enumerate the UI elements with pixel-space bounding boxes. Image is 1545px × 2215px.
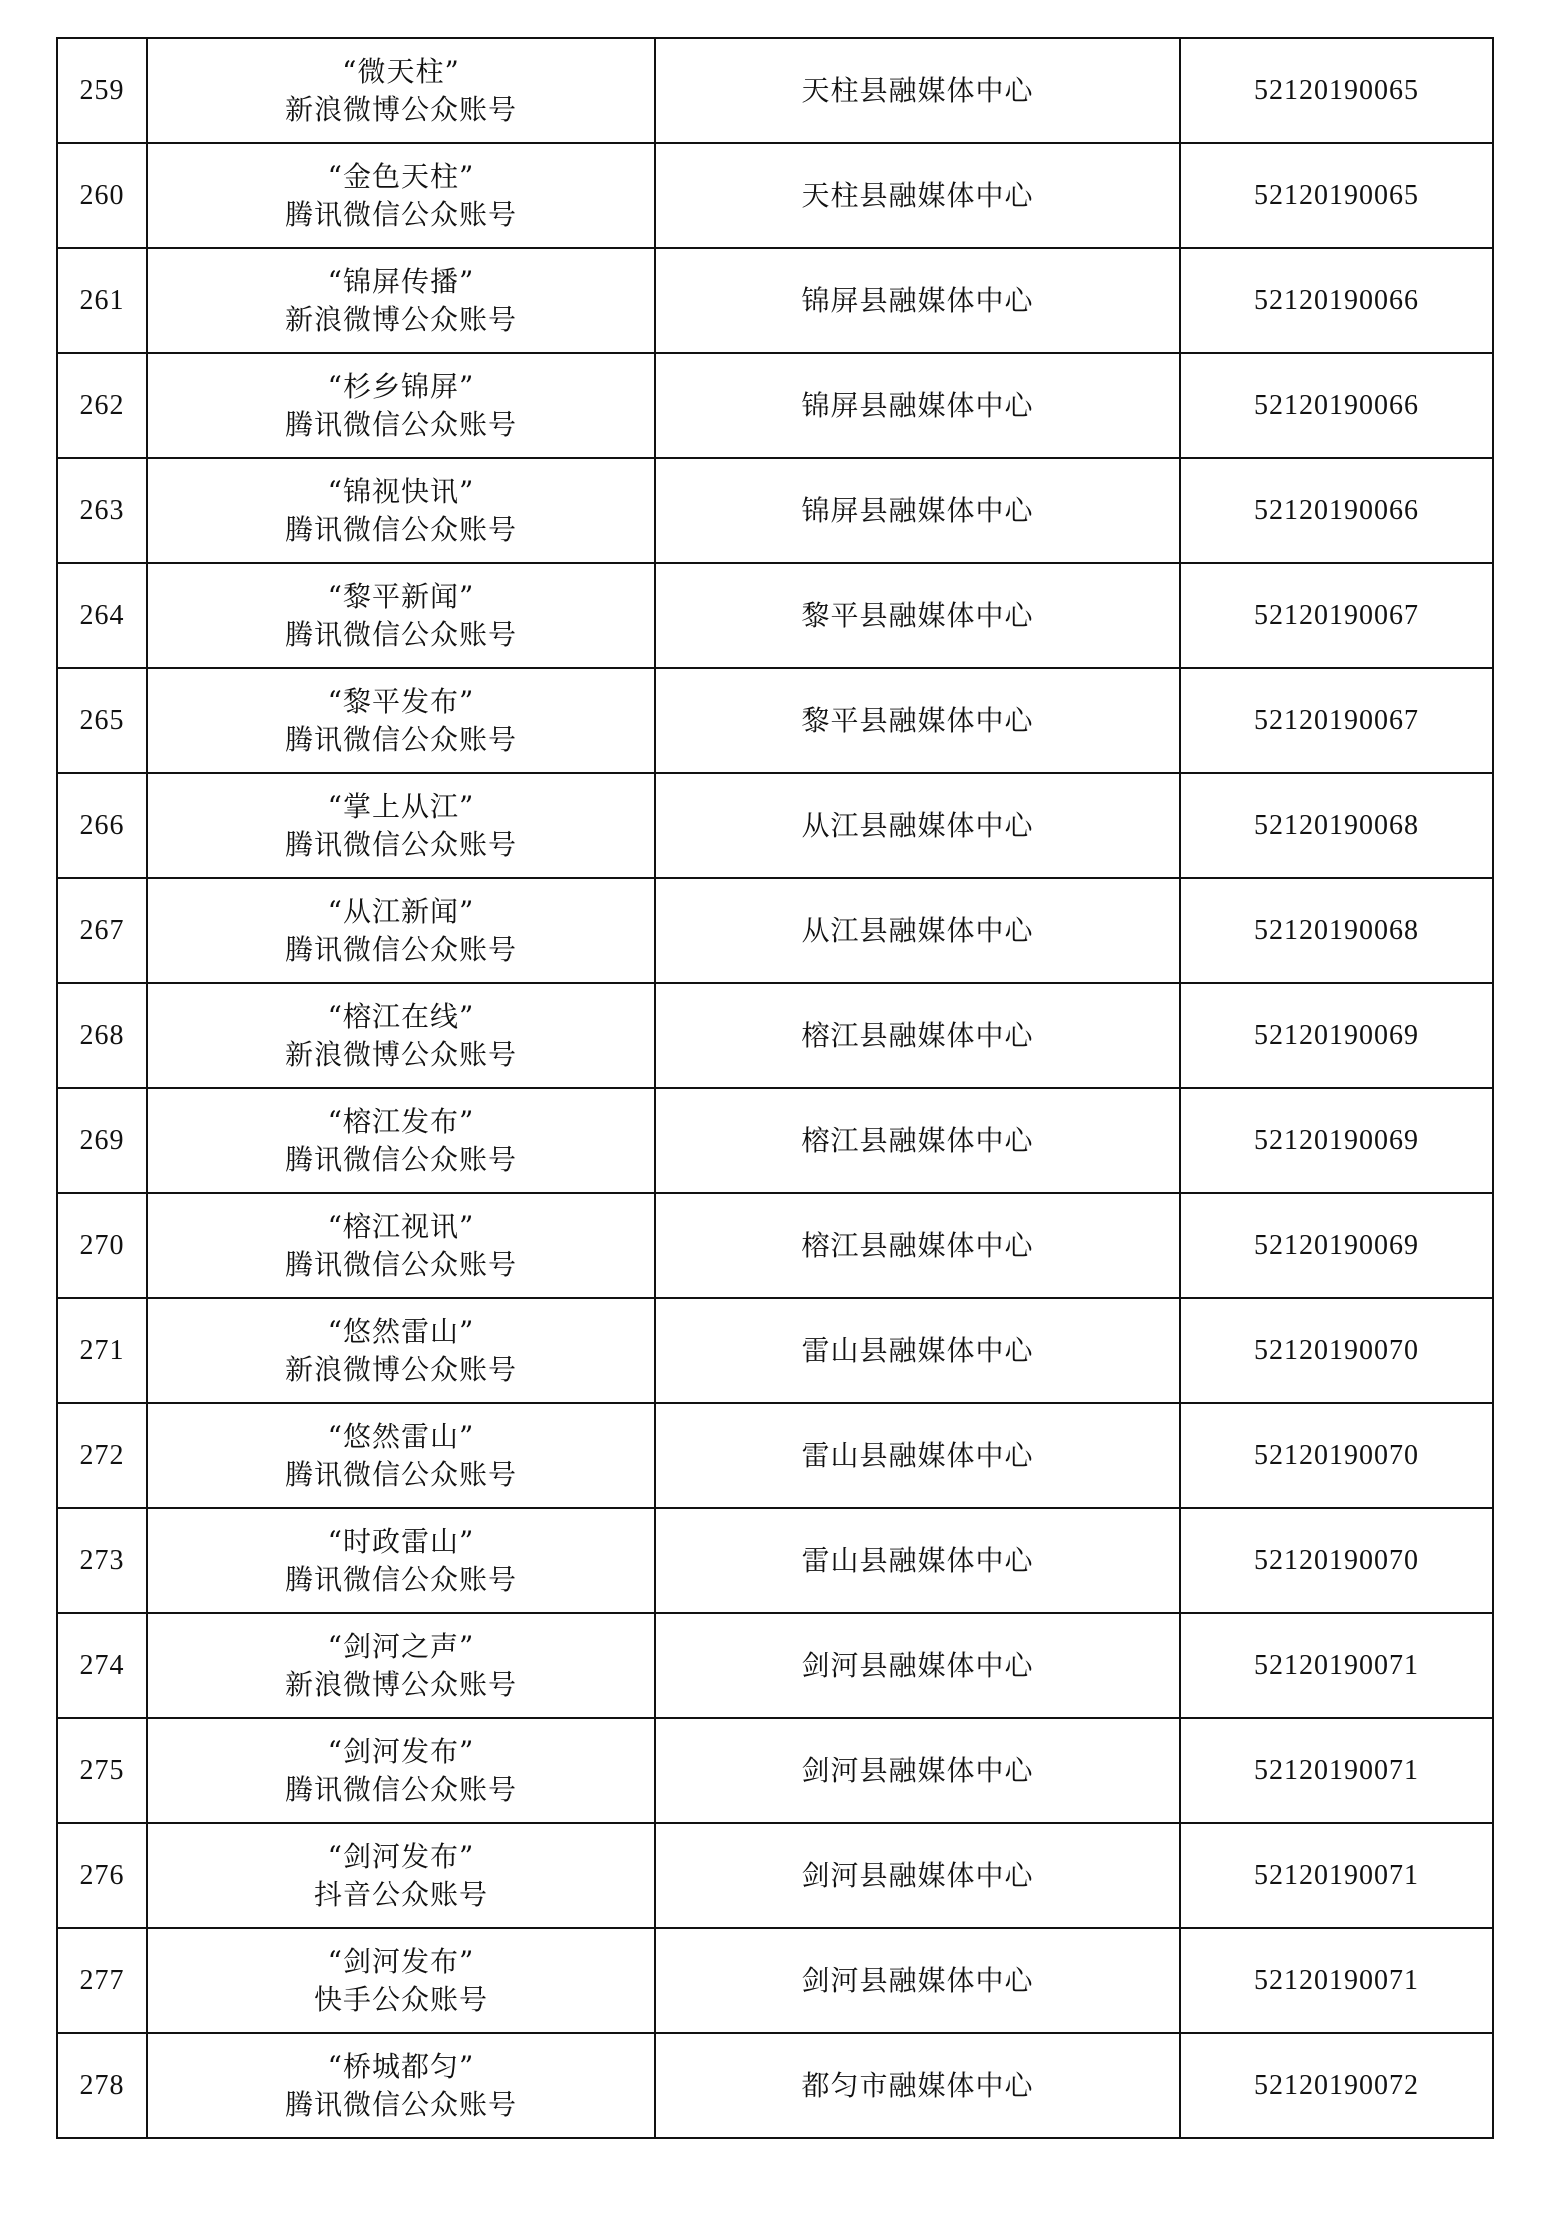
license-code: 52120190071	[1180, 1928, 1493, 2033]
account-name: “金色天柱”	[327, 159, 475, 193]
account-platform: 腾讯微信公众账号	[284, 197, 517, 231]
account-name: “剑河发布”	[327, 1839, 475, 1873]
organization-name: 从江县融媒体中心	[655, 878, 1180, 983]
organization-name: 天柱县融媒体中心	[655, 143, 1180, 248]
table-row	[57, 773, 1493, 878]
organization-name: 榕江县融媒体中心	[655, 1088, 1180, 1193]
account-platform: 新浪微博公众账号	[284, 92, 517, 126]
license-code: 52120190069	[1180, 983, 1493, 1088]
license-code: 52120190071	[1180, 1613, 1493, 1718]
row-number: 260	[57, 143, 147, 248]
row-number: 261	[57, 248, 147, 353]
table-row	[57, 878, 1493, 983]
account-platform: 新浪微博公众账号	[284, 1352, 517, 1386]
account-platform: 快手公众账号	[313, 1982, 488, 2016]
account-name: “从江新闻”	[327, 894, 475, 928]
account-platform: 腾讯微信公众账号	[284, 932, 517, 966]
account-name-cell	[147, 1298, 655, 1403]
table-row	[57, 1403, 1493, 1508]
account-name-cell	[147, 1928, 655, 2033]
table-body	[57, 38, 1493, 2138]
license-code: 52120190069	[1180, 1193, 1493, 1298]
organization-name: 都匀市融媒体中心	[655, 2033, 1180, 2138]
account-name: “剑河之声”	[327, 1629, 475, 1663]
license-code: 52120190070	[1180, 1298, 1493, 1403]
account-platform: 新浪微博公众账号	[284, 1037, 517, 1071]
account-name-cell	[147, 1403, 655, 1508]
account-name-cell	[147, 1193, 655, 1298]
row-number: 276	[57, 1823, 147, 1928]
account-name: “悠然雷山”	[327, 1419, 475, 1453]
table-row	[57, 1088, 1493, 1193]
organization-name: 雷山县融媒体中心	[655, 1508, 1180, 1613]
account-name: “锦屏传播”	[327, 264, 475, 298]
table-row	[57, 1718, 1493, 1823]
account-name: “桥城都匀”	[327, 2049, 475, 2083]
license-code: 52120190071	[1180, 1718, 1493, 1823]
license-code: 52120190066	[1180, 458, 1493, 563]
license-code: 52120190066	[1180, 353, 1493, 458]
account-name-cell	[147, 38, 655, 143]
account-name: “微天柱”	[342, 54, 460, 88]
license-code: 52120190071	[1180, 1823, 1493, 1928]
account-name: “黎平发布”	[327, 684, 475, 718]
account-registry-table	[56, 37, 1494, 2139]
table-row	[57, 1928, 1493, 2033]
row-number: 267	[57, 878, 147, 983]
account-platform: 腾讯微信公众账号	[284, 1562, 517, 1596]
organization-name: 雷山县融媒体中心	[655, 1298, 1180, 1403]
account-platform: 腾讯微信公众账号	[284, 1247, 517, 1281]
row-number: 278	[57, 2033, 147, 2138]
license-code: 52120190070	[1180, 1508, 1493, 1613]
account-name-cell	[147, 1088, 655, 1193]
license-code: 52120190070	[1180, 1403, 1493, 1508]
account-name: “剑河发布”	[327, 1734, 475, 1768]
organization-name: 剑河县融媒体中心	[655, 1928, 1180, 2033]
license-code: 52120190067	[1180, 668, 1493, 773]
account-platform: 腾讯微信公众账号	[284, 722, 517, 756]
account-platform: 新浪微博公众账号	[284, 1667, 517, 1701]
account-platform: 新浪微博公众账号	[284, 302, 517, 336]
account-name: “杉乡锦屏”	[327, 369, 475, 403]
account-name-cell	[147, 143, 655, 248]
organization-name: 雷山县融媒体中心	[655, 1403, 1180, 1508]
table-row	[57, 1613, 1493, 1718]
account-name: “剑河发布”	[327, 1944, 475, 1978]
license-code: 52120190068	[1180, 773, 1493, 878]
row-number: 269	[57, 1088, 147, 1193]
account-platform: 腾讯微信公众账号	[284, 512, 517, 546]
account-name: “时政雷山”	[327, 1524, 475, 1558]
license-code: 52120190072	[1180, 2033, 1493, 2138]
license-code: 52120190066	[1180, 248, 1493, 353]
account-name-cell	[147, 1508, 655, 1613]
account-name-cell	[147, 773, 655, 878]
account-name-cell	[147, 2033, 655, 2138]
organization-name: 锦屏县融媒体中心	[655, 458, 1180, 563]
row-number: 277	[57, 1928, 147, 2033]
account-name-cell	[147, 353, 655, 458]
organization-name: 锦屏县融媒体中心	[655, 248, 1180, 353]
row-number: 270	[57, 1193, 147, 1298]
account-platform: 腾讯微信公众账号	[284, 1457, 517, 1491]
table-row	[57, 563, 1493, 668]
organization-name: 锦屏县融媒体中心	[655, 353, 1180, 458]
account-name-cell	[147, 1823, 655, 1928]
organization-name: 黎平县融媒体中心	[655, 668, 1180, 773]
row-number: 259	[57, 38, 147, 143]
account-name: “悠然雷山”	[327, 1314, 475, 1348]
row-number: 275	[57, 1718, 147, 1823]
table-row	[57, 1298, 1493, 1403]
license-code: 52120190065	[1180, 143, 1493, 248]
document-page	[56, 37, 1492, 2139]
table-row	[57, 353, 1493, 458]
account-platform: 腾讯微信公众账号	[284, 1142, 517, 1176]
row-number: 272	[57, 1403, 147, 1508]
row-number: 268	[57, 983, 147, 1088]
organization-name: 黎平县融媒体中心	[655, 563, 1180, 668]
row-number: 273	[57, 1508, 147, 1613]
license-code: 52120190069	[1180, 1088, 1493, 1193]
account-platform: 腾讯微信公众账号	[284, 827, 517, 861]
table-row	[57, 668, 1493, 773]
account-name: “黎平新闻”	[327, 579, 475, 613]
row-number: 266	[57, 773, 147, 878]
organization-name: 榕江县融媒体中心	[655, 983, 1180, 1088]
table-row	[57, 983, 1493, 1088]
account-name-cell	[147, 878, 655, 983]
table-row	[57, 248, 1493, 353]
license-code: 52120190068	[1180, 878, 1493, 983]
table-row	[57, 1508, 1493, 1613]
table-row	[57, 458, 1493, 563]
account-name: “榕江发布”	[327, 1104, 475, 1138]
organization-name: 天柱县融媒体中心	[655, 38, 1180, 143]
table-row	[57, 38, 1493, 143]
organization-name: 剑河县融媒体中心	[655, 1823, 1180, 1928]
row-number: 262	[57, 353, 147, 458]
table-row	[57, 1193, 1493, 1298]
account-name: “掌上从江”	[327, 789, 475, 823]
account-name-cell	[147, 248, 655, 353]
organization-name: 剑河县融媒体中心	[655, 1613, 1180, 1718]
account-platform: 腾讯微信公众账号	[284, 1772, 517, 1806]
account-name-cell	[147, 1718, 655, 1823]
license-code: 52120190065	[1180, 38, 1493, 143]
account-name-cell	[147, 458, 655, 563]
account-name: “榕江视讯”	[327, 1209, 475, 1243]
account-platform: 腾讯微信公众账号	[284, 2087, 517, 2121]
row-number: 265	[57, 668, 147, 773]
account-platform: 腾讯微信公众账号	[284, 407, 517, 441]
license-code: 52120190067	[1180, 563, 1493, 668]
account-name-cell	[147, 1613, 655, 1718]
account-platform: 抖音公众账号	[313, 1877, 488, 1911]
organization-name: 从江县融媒体中心	[655, 773, 1180, 878]
table-row	[57, 143, 1493, 248]
row-number: 271	[57, 1298, 147, 1403]
account-name: “锦视快讯”	[327, 474, 475, 508]
account-platform: 腾讯微信公众账号	[284, 617, 517, 651]
row-number: 264	[57, 563, 147, 668]
organization-name: 榕江县融媒体中心	[655, 1193, 1180, 1298]
account-name-cell	[147, 668, 655, 773]
row-number: 274	[57, 1613, 147, 1718]
account-name: “榕江在线”	[327, 999, 475, 1033]
organization-name: 剑河县融媒体中心	[655, 1718, 1180, 1823]
table-row	[57, 2033, 1493, 2138]
table-row	[57, 1823, 1493, 1928]
account-name-cell	[147, 983, 655, 1088]
row-number: 263	[57, 458, 147, 563]
account-name-cell	[147, 563, 655, 668]
